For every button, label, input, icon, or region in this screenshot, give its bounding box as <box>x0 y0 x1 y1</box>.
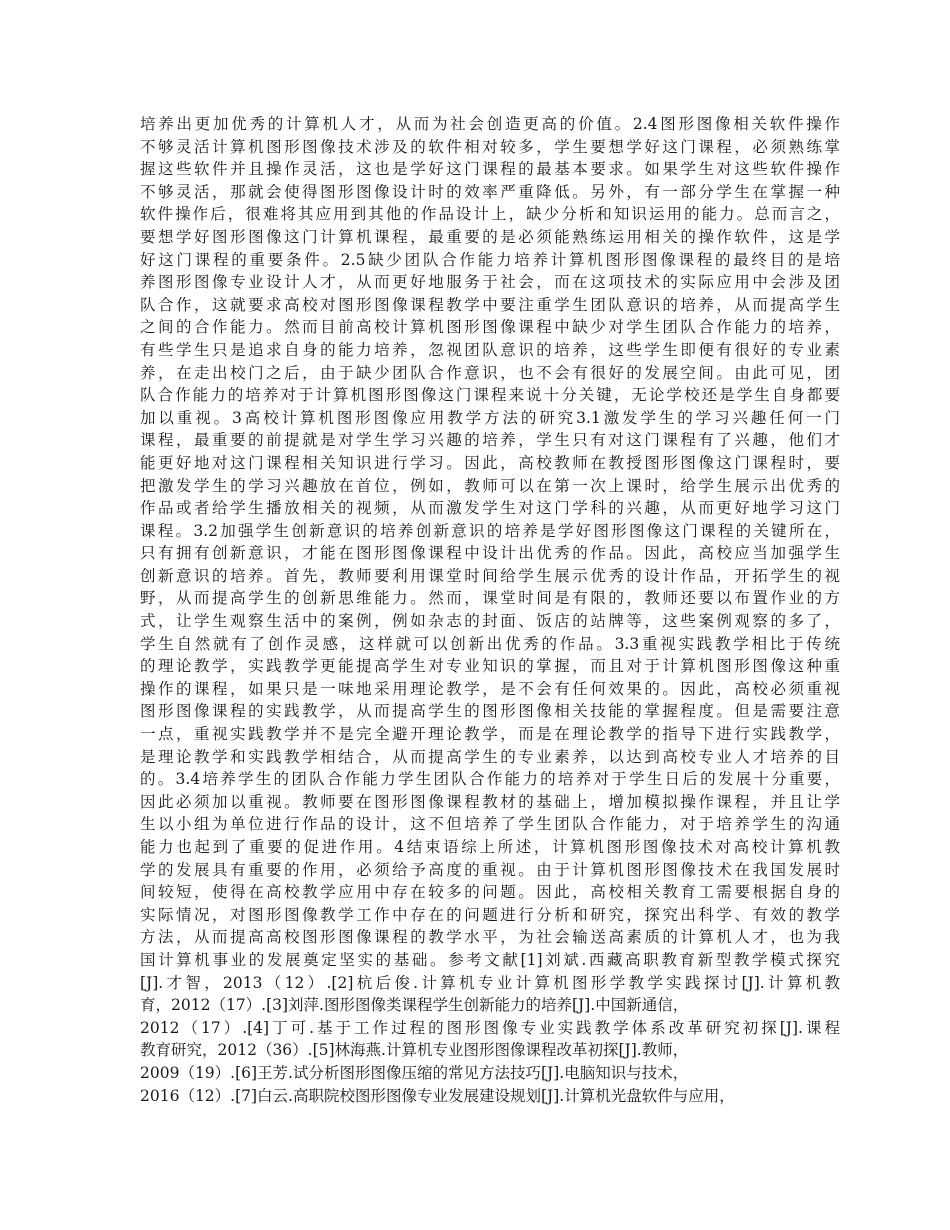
text-line: 只有拥有创新意识，才能在图形图像课程中设计出优秀的作品。因此，高校应当加强学生 <box>140 544 840 563</box>
text-line: 队合作，这就要求高校对图形图像课程教学中要注重学生团队意识的培养，从而提高学生 <box>140 295 840 314</box>
text-line: 野，从而提高学生的创新思维能力。然而，课堂时间是有限的，教师还要以布置作业的方 <box>140 589 840 608</box>
text-line: 方法，从而提高高校图形图像课程的教学水平，为社会输送高素质的计算机人才，也为我 <box>140 928 840 947</box>
text-line: 2009（19）.[6]王芳.试分析图形图像压缩的常见方法技巧[J].电脑知识与技术， <box>140 1063 689 1082</box>
text-line: 不够灵活计算机图形图像技术涉及的软件相对较多，学生要想学好这门课程，必须熟练掌 <box>140 137 840 156</box>
text-line: 间较短，使得在高校教学应用中存在较多的问题。因此，高校相关教育工需要根据自身的 <box>140 883 840 902</box>
text-line: 能力也起到了重要的促进作用。4结束语综上所述，计算机图形图像技术对高校计算机教 <box>140 838 840 856</box>
text-line: 国计算机事业的发展奠定坚实的基础。参考文献[1]刘斌.西藏高职教育新型教学模式探究 <box>140 950 840 969</box>
text-line: 养，在走出校门之后，由于缺少团队合作意识，也不会有很好的发展空间。由此可见，团 <box>140 363 840 382</box>
body-text <box>140 113 840 1107</box>
text-line: 操作的课程，如果只是一味地采用理论教学，是不会有任何效果的。因此，高校必须重视 <box>140 679 840 698</box>
text-line: 式，让学生观察生活中的案例，例如杂志的封面、饭店的站牌等，这些案例观察的多了， <box>140 612 840 631</box>
text-line: 生以小组为单位进行作品的设计，这不但培养了学生团队合作能力，对于培养学生的沟通 <box>140 815 840 834</box>
text-line: 队合作能力的培养对于计算机图形图像这门课程来说十分关键，无论学校还是学生自身都要 <box>140 386 840 405</box>
text-line: [J].才智，2013（12）.[2]杭后俊.计算机专业计算机图形学教学实践探讨[J].计算机教 <box>140 973 840 992</box>
text-line: 的。3.4培养学生的团队合作能力学生团队合作能力的培养对于学生日后的发展十分重要， <box>140 770 840 789</box>
text-line: 作品或者给学生播放相关的视频，从而激发学生对这门学科的兴趣，从而更好地学习这门 <box>140 499 840 518</box>
text-line: 把激发学生的学习兴趣放在首位，例如，教师可以在第一次上课时，给学生展示出优秀的 <box>140 476 840 495</box>
text-line: 不够灵活，那就会使得图形图像设计时的效率严重降低。另外，有一部分学生在掌握一种 <box>140 182 840 201</box>
text-line: 加以重视。3高校计算机图形图像应用教学方法的研究3.1激发学生的学习兴趣任何一门 <box>140 408 840 427</box>
text-line: 图形图像课程的实践教学，从而提高学生的图形图像相关技能的掌握程度。但是需要注意 <box>140 702 840 721</box>
text-line: 2016（12）.[7]白云.高职院校图形图像专业发展建设规划[J].计算机光盘软件与应用， <box>140 1086 735 1105</box>
text-line: 养图形图像专业设计人才，从而更好地服务于社会，而在这项技术的实际应用中会涉及团 <box>140 273 840 292</box>
text-line: 2012（17）.[4]丁可.基于工作过程的图形图像专业实践教学体系改革研究初探[J].课程 <box>140 1018 840 1037</box>
text-line: 软件操作后，很难将其应用到其他的作品设计上，缺少分析和知识运用的能力。总而言之， <box>140 205 840 224</box>
text-line: 的理论教学，实践教学更能提高学生对专业知识的掌握，而且对于计算机图形图像这种重 <box>140 657 840 676</box>
text-line: 之间的合作能力。然而目前高校计算机图形图像课程中缺少对学生团队合作能力的培养， <box>140 318 840 337</box>
text-line: 实际情况，对图形图像教学工作中存在的问题进行分析和研究，探究出科学、有效的教学 <box>140 905 840 924</box>
text-line: 学的发展具有重要的作用，必须给予高度的重视。由于计算机图形图像技术在我国发展时 <box>140 860 840 879</box>
text-line: 学生自然就有了创作灵感，这样就可以创新出优秀的作品。3.3重视实践教学相比于传统 <box>140 634 840 653</box>
text-line: 因此必须加以重视。教师要在图形图像课程教材的基础上，增加模拟操作课程，并且让学 <box>140 792 840 811</box>
text-line: 有些学生只是追求自身的能力培养，忽视团队意识的培养，这些学生即便有很好的专业素 <box>140 340 840 359</box>
text-line: 好这门课程的重要条件。2.5缺少团队合作能力培养计算机图形图像课程的最终目的是培 <box>140 250 840 269</box>
text-line: 要想学好图形图像这门计算机课程，最重要的是必须能熟练运用相关的操作软件，这是学 <box>140 227 840 246</box>
text-line: 课程，最重要的前提就是对学生学习兴趣的培养，学生只有对这门课程有了兴趣，他们才 <box>140 431 840 450</box>
text-line: 是理论教学和实践教学相结合，从而提高学生的专业素养，以达到高校专业人才培养的目 <box>140 747 840 766</box>
text-line: 课程。3.2加强学生创新意识的培养创新意识的培养是学好图形图像这门课程的关键所在， <box>140 521 840 540</box>
text-line: 一点，重视实践教学并不是完全避开理论教学，而是在理论教学的指导下进行实践教学， <box>140 725 840 744</box>
text-line: 能更好地对这门课程相关知识进行学习。因此，高校教师在教授图形图像这门课程时，要 <box>140 453 840 472</box>
text-line: 育，2012（17）.[3]刘萍.图形图像类课程学生创新能力的培养[J].中国新通信， <box>140 996 689 1015</box>
text-line: 培养出更加优秀的计算机人才，从而为社会创造更高的价值。2.4图形图像相关软件操作 <box>140 115 840 133</box>
text-line: 教育研究，2012（36）.[5]林海燕.计算机专业图形图像课程改革初探[J].教师， <box>140 1041 689 1060</box>
text-line: 创新意识的培养。首先，教师要利用课堂时间给学生展示优秀的设计作品，开拓学生的视 <box>140 566 840 585</box>
text-line: 握这些软件并且操作灵活，这也是学好这门课程的最基本要求。如果学生对这些软件操作 <box>140 160 840 179</box>
